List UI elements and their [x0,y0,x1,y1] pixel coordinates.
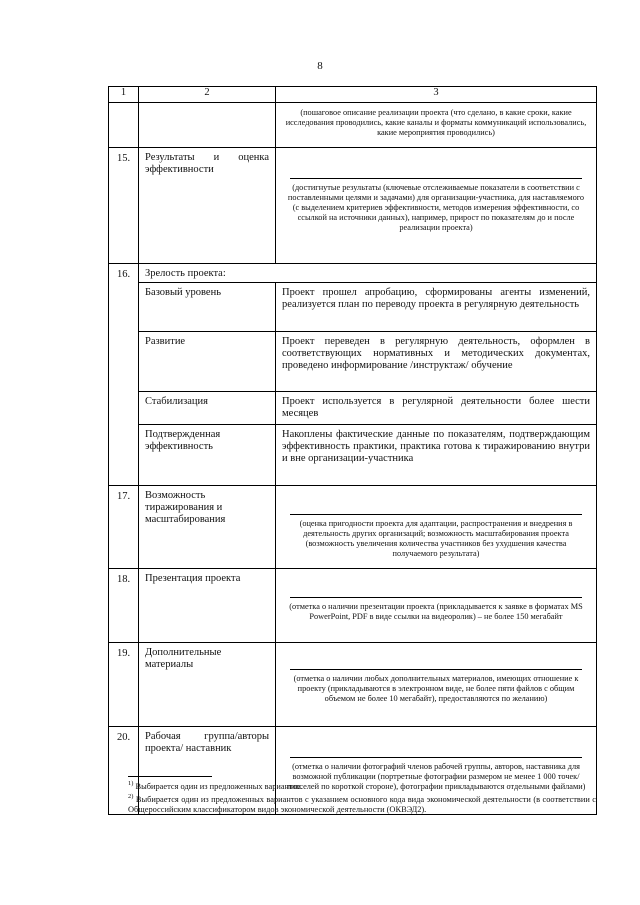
row-input-cell[interactable] [276,643,597,727]
table-row-18 [109,569,597,643]
row-label: Дополнительные материалы [139,643,276,727]
row-label-cell [139,103,276,148]
field-hint: (отметка о наличии любых дополнительных материалов, имеющих отношение к проекту (прикладываются в электронном виде, не более пяти файлов с общим объемом не более 10 мегабайт), предоставляются по желанию) [293,674,579,703]
footnote-mark: 2) [128,792,134,800]
maturity-level-label: Базовый уровень [139,283,276,332]
footnote [128,779,596,792]
column-header-1: 1 [109,87,139,103]
row-number-cell [109,103,139,148]
maturity-level-row [109,392,597,425]
field-hint: (отметка о наличии фотографий членов рабочей группы, авторов, наставника для возможной публикации (портретные фотографии размером не менее 1 000 точек/пикселей по короткой стороне), фотографии прикладываются отдельными файлами) [286,762,586,791]
row-label: Рабочая группа/авторы проекта/ наставник [139,727,276,815]
maturity-level-row [109,283,597,332]
row-input-cell[interactable] [276,148,597,264]
maturity-level-option[interactable]: Проект переведен в регулярную деятельность, оформлен в соответствующих нормативных и методических документах, проведено информирование /инструктаж/ обучение [276,332,597,392]
table-row-17 [109,486,597,569]
row-input-cell[interactable] [276,569,597,643]
footnote-divider [128,776,212,777]
maturity-level-row [109,425,597,486]
field-hint: (отметка о наличии презентации проекта (прикладывается к заявке в форматах MS PowerPoint, PDF в виде ссылки на видеоролик) – не более 150 мегабайт [289,602,583,621]
maturity-level-option[interactable]: Проект используется в регулярной деятельности более шести месяцев [276,392,597,425]
field-hint: (достигнутые результаты (ключевые отслеживаемые показатели в соответствии с поставленными целями и задачами) для организации-участника, для наставляемого (с выделением критериев эффективности, методов измерения эффективности, со ссылкой на источники данных), например, прирост по показателям до и после реализации проекта) [287,183,585,232]
row-number: 18. [109,569,139,643]
maturity-level-label: Подтвержденная эффективность [139,425,276,486]
footnote-mark: 1) [128,780,134,787]
input-line[interactable] [290,669,582,670]
application-form-table [108,86,597,815]
maturity-level-row [109,332,597,392]
row-number: 16. [109,264,139,486]
field-hint: (оценка пригодности проекта для адаптации, распространения и внедрения в деятельность других организаций; возможность масштабирования проекта (возможность увеличения количества участников без ухудшения качества получаемого результата) [299,519,573,558]
maturity-level-label: Стабилизация [139,392,276,425]
input-line[interactable] [290,597,582,598]
table-row-14-continued [109,103,597,148]
input-line[interactable] [290,178,582,179]
footnote-text: Выбирается один из предложенных вариантов с указанием основного кода вида экономической деятельности (в соответствии с Общероссийским классификатором видов экономической деятельности (ОКВЭД2). [128,794,597,814]
column-header-2: 2 [139,87,276,103]
input-line[interactable] [290,514,582,515]
field-hint: (пошаговое описание реализации проекта (что сделано, в какие сроки, какие исследования проводились, какие каналы и форматы коммуникаций использовались, какие мероприятия проводились) [285,108,587,137]
table-row-16 [109,264,597,283]
column-header-3: 3 [276,87,597,103]
row-input-cell[interactable] [276,486,597,569]
footnotes [128,776,596,815]
row-label: Результаты и оценка эффективности [139,148,276,264]
page-number: 8 [317,60,323,72]
table-row-15 [109,148,597,264]
maturity-level-label: Развитие [139,332,276,392]
row-label: Презентация проекта [139,569,276,643]
row-number: 20. [109,727,139,815]
input-line[interactable] [290,757,582,758]
row-label: Зрелость проекта: [139,264,597,283]
row-number: 15. [109,148,139,264]
row-number: 17. [109,486,139,569]
footnote [128,792,596,815]
row-label: Возможность тиражирования и масштабирования [139,486,276,569]
maturity-level-option[interactable]: Накоплены фактические данные по показателям, подтверждающим эффективность практики, практика готова к тиражированию внутри и вне организации-участника [276,425,597,486]
maturity-level-option[interactable]: Проект прошел апробацию, сформированы агенты изменений, реализуется план по переводу проекта в регулярную деятельность [276,283,597,332]
row-number: 19. [109,643,139,727]
row-input-cell[interactable] [276,103,597,148]
table-header-row [109,87,597,103]
table-row-19 [109,643,597,727]
footnote-text: Выбирается один из предложенных вариантов. [135,781,303,791]
